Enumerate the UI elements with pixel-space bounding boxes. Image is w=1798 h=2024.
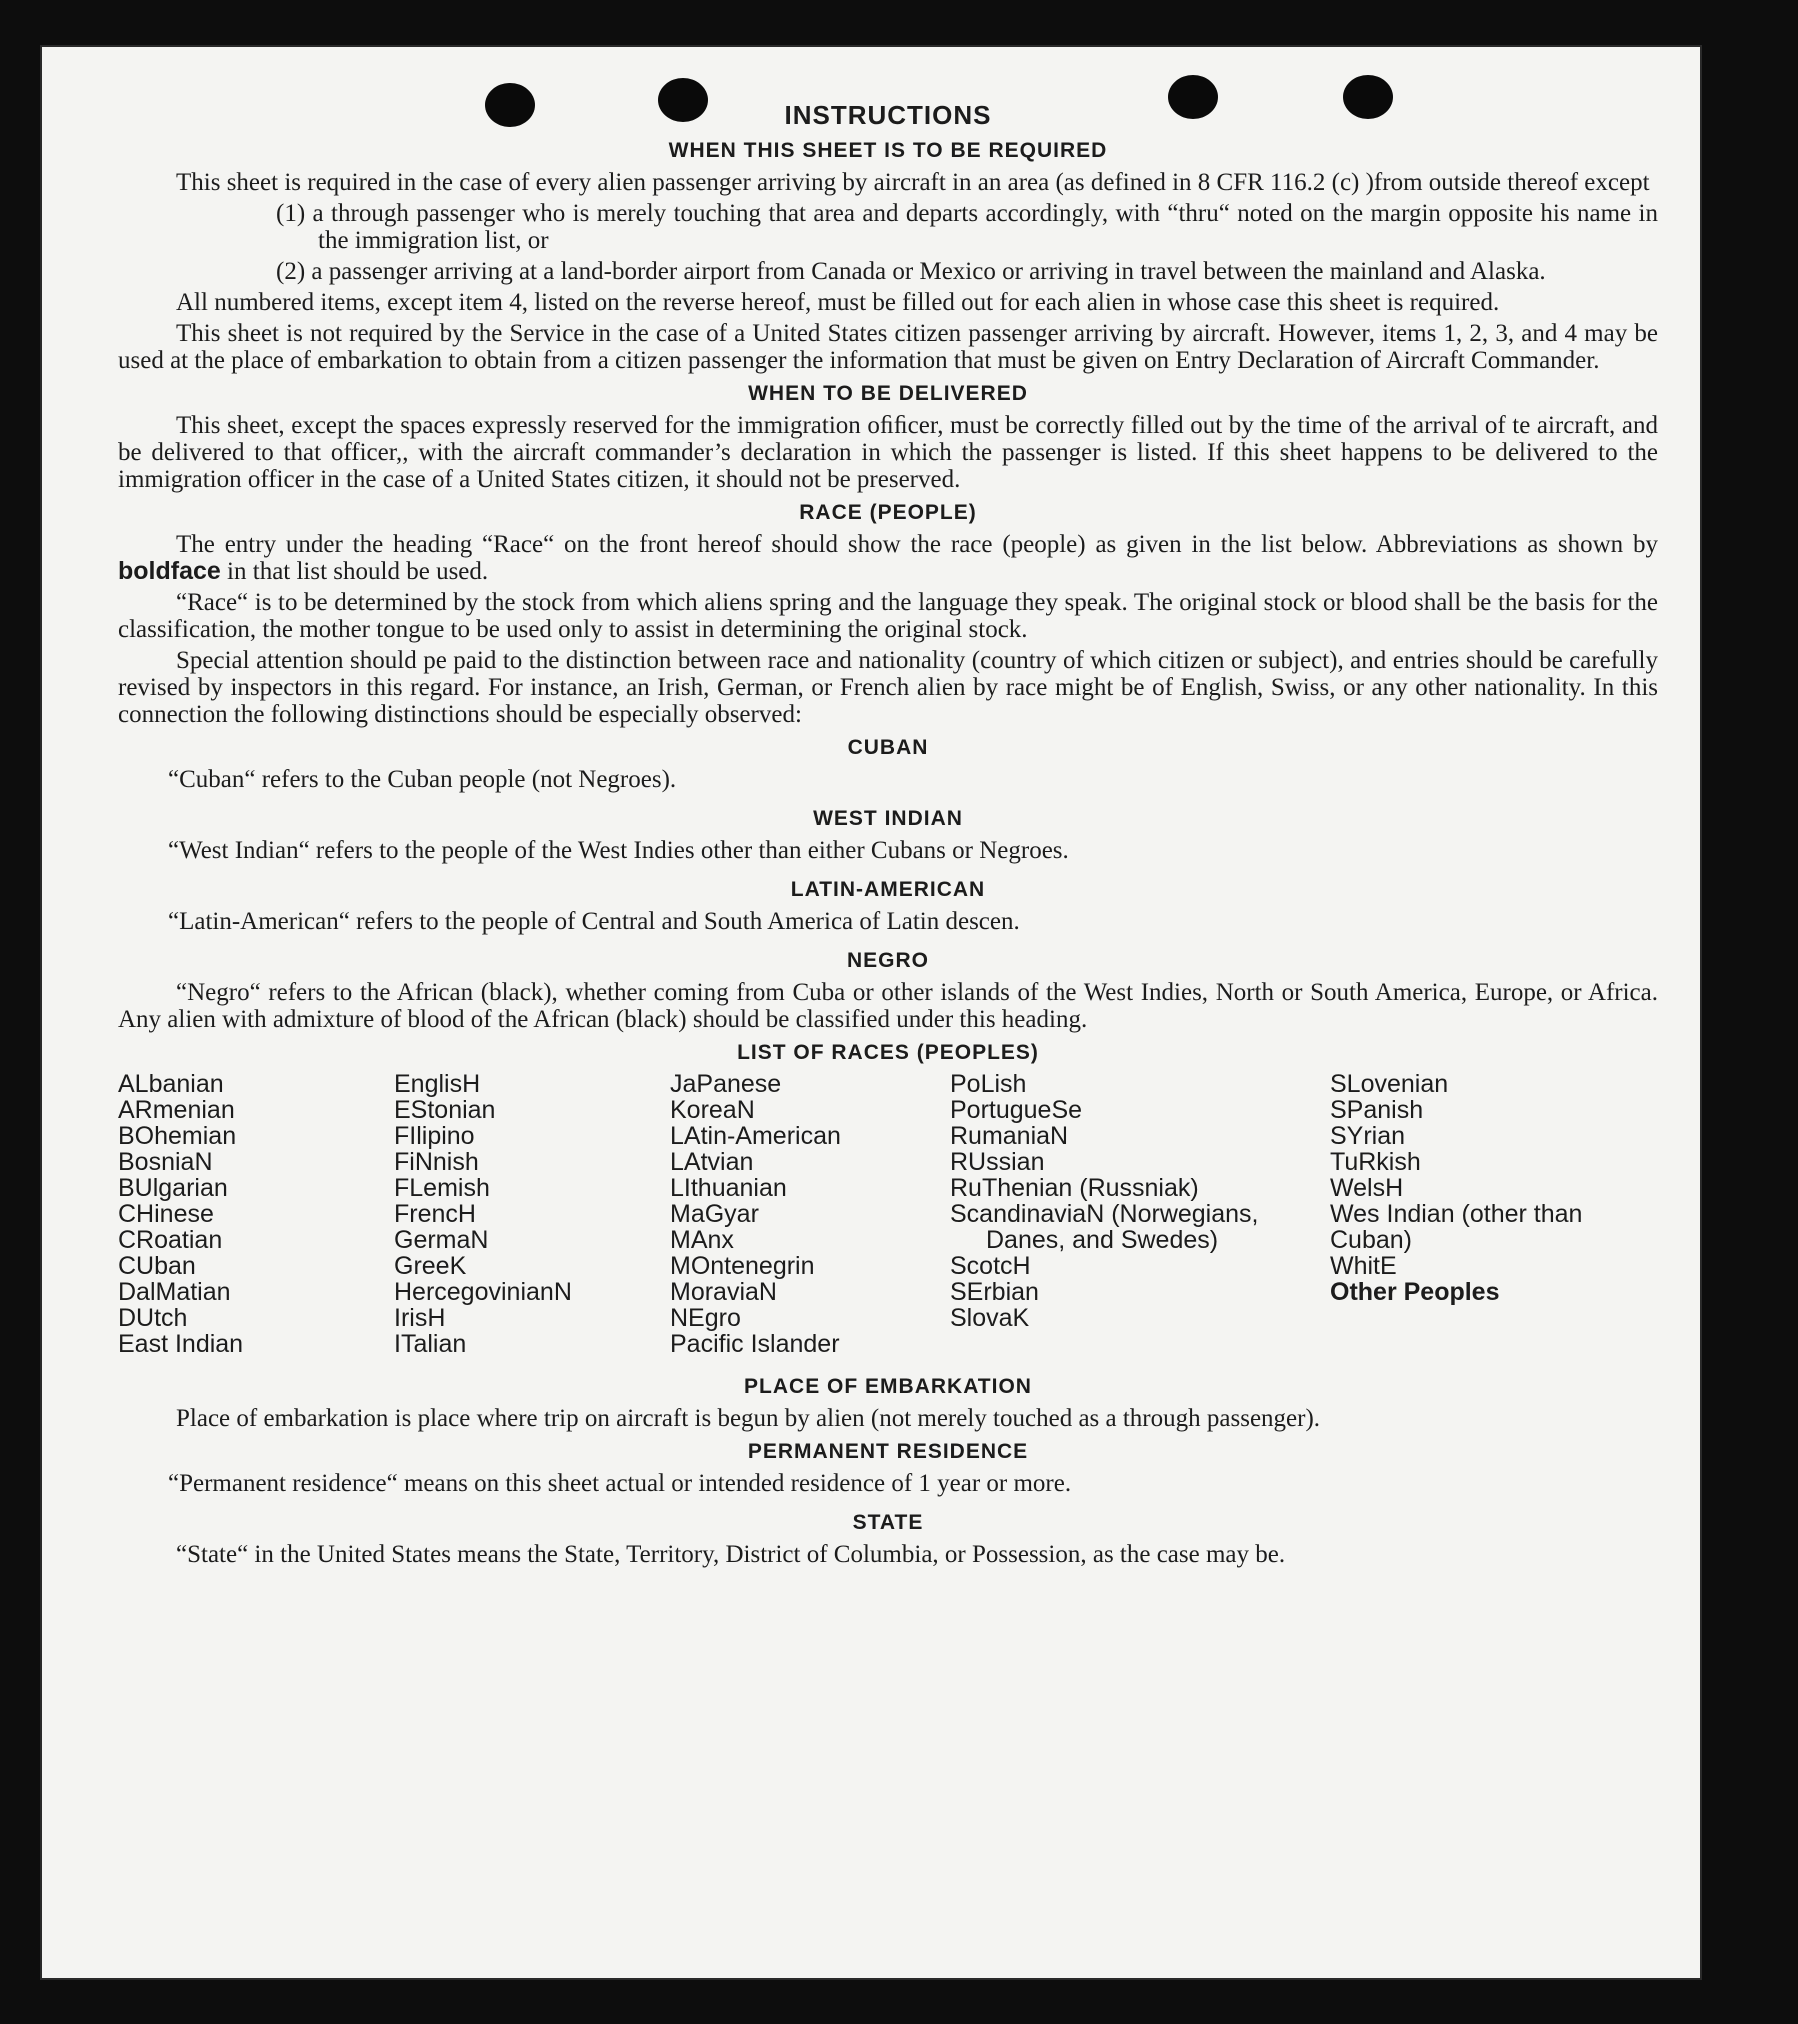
- race-item: RumaniaN: [950, 1122, 1069, 1150]
- race-item: ARmenian: [118, 1096, 235, 1124]
- section-heading-state: STATE: [852, 1511, 924, 1534]
- section-heading-delivered: WHEN TO BE DELIVERED: [748, 382, 1028, 405]
- race-item: SLovenian: [1330, 1070, 1449, 1098]
- race-item-other-peoples: Other Peoples: [1330, 1278, 1500, 1306]
- race-list: [118, 1071, 1658, 1357]
- race-item: HercegovinianN: [394, 1278, 572, 1306]
- race-item: SlovaK: [950, 1304, 1030, 1332]
- definition-cuban: “Cuban“ refers to the Cuban people (not Negroes).: [168, 766, 677, 793]
- section-heading-cuban: CUBAN: [847, 736, 929, 759]
- section-heading-race: RACE (PEOPLE): [799, 501, 977, 524]
- race-item: BOhemian: [118, 1122, 237, 1150]
- race-column-1: [118, 1071, 394, 1357]
- race-item: KoreaN: [670, 1096, 755, 1124]
- paragraph: [118, 531, 1658, 585]
- race-item: IrisH: [394, 1304, 446, 1332]
- race-item: MAnx: [670, 1226, 734, 1254]
- race-item: SErbian: [950, 1278, 1039, 1306]
- instructions-content: [118, 100, 1658, 1572]
- race-column-3: [670, 1071, 950, 1357]
- race-column-4: [950, 1071, 1330, 1357]
- race-item: SPanish: [1330, 1096, 1424, 1124]
- race-item: CHinese: [118, 1200, 214, 1228]
- race-item: Wes Indian (other than Cuban): [1330, 1200, 1583, 1254]
- race-item: EStonian: [394, 1096, 496, 1124]
- race-item: DUtch: [118, 1304, 188, 1332]
- race-item: LIthuanian: [670, 1174, 787, 1202]
- race-column-2: [394, 1071, 670, 1357]
- definition-latin-american: “Latin-American“ refers to the people of Central and South America of Latin descen.: [168, 908, 1020, 935]
- definition-state: “State“ in the United States means the State, Territory, District of Columbia, or Possession, as the case may be.: [176, 1541, 1286, 1568]
- race-item: ScotcH: [950, 1252, 1031, 1280]
- race-item: CRoatian: [118, 1226, 223, 1254]
- race-item: BUlgarian: [118, 1174, 228, 1202]
- race-column-5: [1330, 1071, 1630, 1357]
- race-item: EnglisH: [394, 1070, 481, 1098]
- race-item: East Indian: [118, 1330, 244, 1358]
- document-page: [40, 45, 1702, 1980]
- race-item: FIlipino: [394, 1122, 475, 1150]
- section-heading-residence: PERMANENT RESIDENCE: [747, 1440, 1029, 1463]
- race-item: CUban: [118, 1252, 196, 1280]
- definition-residence: “Permanent residence“ means on this sheet actual or intended residence of 1 year or more.: [168, 1470, 1072, 1497]
- boldface-word: boldface: [118, 557, 221, 585]
- race-item: Pacific Islander: [670, 1330, 840, 1358]
- section-heading-required: WHEN THIS SHEET IS TO BE REQUIRED: [668, 139, 1108, 162]
- race-item: MOntenegrin: [670, 1252, 815, 1280]
- race-item: SYrian: [1330, 1122, 1406, 1150]
- paragraph: This sheet is not required by the Service in the case of a United States citizen passenger arriving by aircraft. However, items 1, 2, 3, and 4 may be used at the place of embarkation to obtain from a citizen passenger the information that must be given on Entry Declaration of Aircraft Commander.: [118, 320, 1658, 374]
- section-heading-list-of-races: LIST OF RACES (PEOPLES): [737, 1041, 1039, 1064]
- section-heading-west-indian: WEST INDIAN: [813, 807, 963, 830]
- race-item: PortugueSe: [950, 1096, 1083, 1124]
- section-heading-latin-american: LATIN-AMERICAN: [790, 878, 986, 901]
- race-item: RuThenian (Russniak): [950, 1174, 1199, 1202]
- race-item: DalMatian: [118, 1278, 231, 1306]
- race-item: GermaN: [394, 1226, 489, 1254]
- section-heading-embarkation: PLACE OF EMBARKATION: [744, 1375, 1032, 1398]
- paragraph: “Race“ is to be determined by the stock from which aliens spring and the language they speak. The original stock or blood shall be the basis for the classification, the mother tongue to be used only to assist in determining the original stock.: [118, 589, 1658, 643]
- race-item: LAtin-American: [670, 1122, 841, 1150]
- race-item: WelsH: [1330, 1174, 1404, 1202]
- race-item: NEgro: [670, 1304, 741, 1332]
- race-item: FLemish: [394, 1174, 490, 1202]
- race-item: FiNnish: [394, 1148, 479, 1176]
- race-item: MoraviaN: [670, 1278, 777, 1306]
- text-span: The entry under the heading “Race“ on the front hereof should show the race (people) as given in the list below. Abbreviations as shown by: [176, 531, 1658, 558]
- race-item: TuRkish: [1330, 1148, 1421, 1176]
- definition-embarkation: Place of embarkation is place where trip on aircraft is begun by alien (not merely touched as a through passenger).: [176, 1405, 1321, 1432]
- definition-negro: “Negro“ refers to the African (black), whether coming from Cuba or other islands of the West Indies, North or South America, Europe, or Africa. Any alien with admixture of blood of the African (black) should be classified under this heading.: [118, 979, 1658, 1033]
- paragraph: All numbered items, except item 4, listed on the reverse hereof, must be filled out for each alien in whose case this sheet is required.: [176, 289, 1500, 316]
- race-item: ITalian: [394, 1330, 467, 1358]
- race-item: ScandinaviaN (Norwegians, Danes, and Swedes): [950, 1200, 1259, 1254]
- race-item: MaGyar: [670, 1200, 759, 1228]
- race-item: WhitE: [1330, 1252, 1397, 1280]
- race-item: ALbanian: [118, 1070, 224, 1098]
- section-heading-negro: NEGRO: [846, 949, 929, 972]
- race-item: RUssian: [950, 1148, 1045, 1176]
- paragraph: This sheet, except the spaces expressly reserved for the immigration oﬁﬁcer, must be correctly filled out by the time of the arrival of te aircraft, and be delivered to that officer,, with the aircraft commander’s declaration in which the passenger is listed. If this sheet happens to be delivered to the immigration officer in the case of a United States citizen, it should not be preserved.: [118, 412, 1658, 493]
- page-title: INSTRUCTIONS: [784, 100, 992, 130]
- race-item: LAtvian: [670, 1148, 754, 1176]
- exception-item-2: (2) a passenger arriving at a land-border airport from Canada or Mexico or arriving in travel between the mainland and Alaska.: [276, 258, 1546, 285]
- race-item: PoLish: [950, 1070, 1027, 1098]
- race-item: JaPanese: [670, 1070, 782, 1098]
- text-span: in that list should be used.: [220, 558, 489, 585]
- race-item: FrencH: [394, 1200, 476, 1228]
- race-item: BosniaN: [118, 1148, 213, 1176]
- paragraph: This sheet is required in the case of every alien passenger arriving by aircraft in an area (as defined in 8 CFR 116.2 (c) )from outside thereof except: [176, 169, 1650, 196]
- paragraph: Special attention should pe paid to the distinction between race and nationality (country of which citizen or subject), and entries should be carefully revised by inspectors in this regard. For instance, an Irish, German, or French alien by race might be of English, Swiss, or any other nationality. In this connection the following distinctions should be especially observed:: [118, 647, 1658, 728]
- exception-item-1: (1) a through passenger who is merely touching that area and departs accordingly, with “thru“ noted on the margin opposite his name in the immigration list, or: [276, 200, 1658, 254]
- definition-west-indian: “West Indian“ refers to the people of the West Indies other than either Cubans or Negroes.: [168, 837, 1069, 864]
- race-item: GreeK: [394, 1252, 467, 1280]
